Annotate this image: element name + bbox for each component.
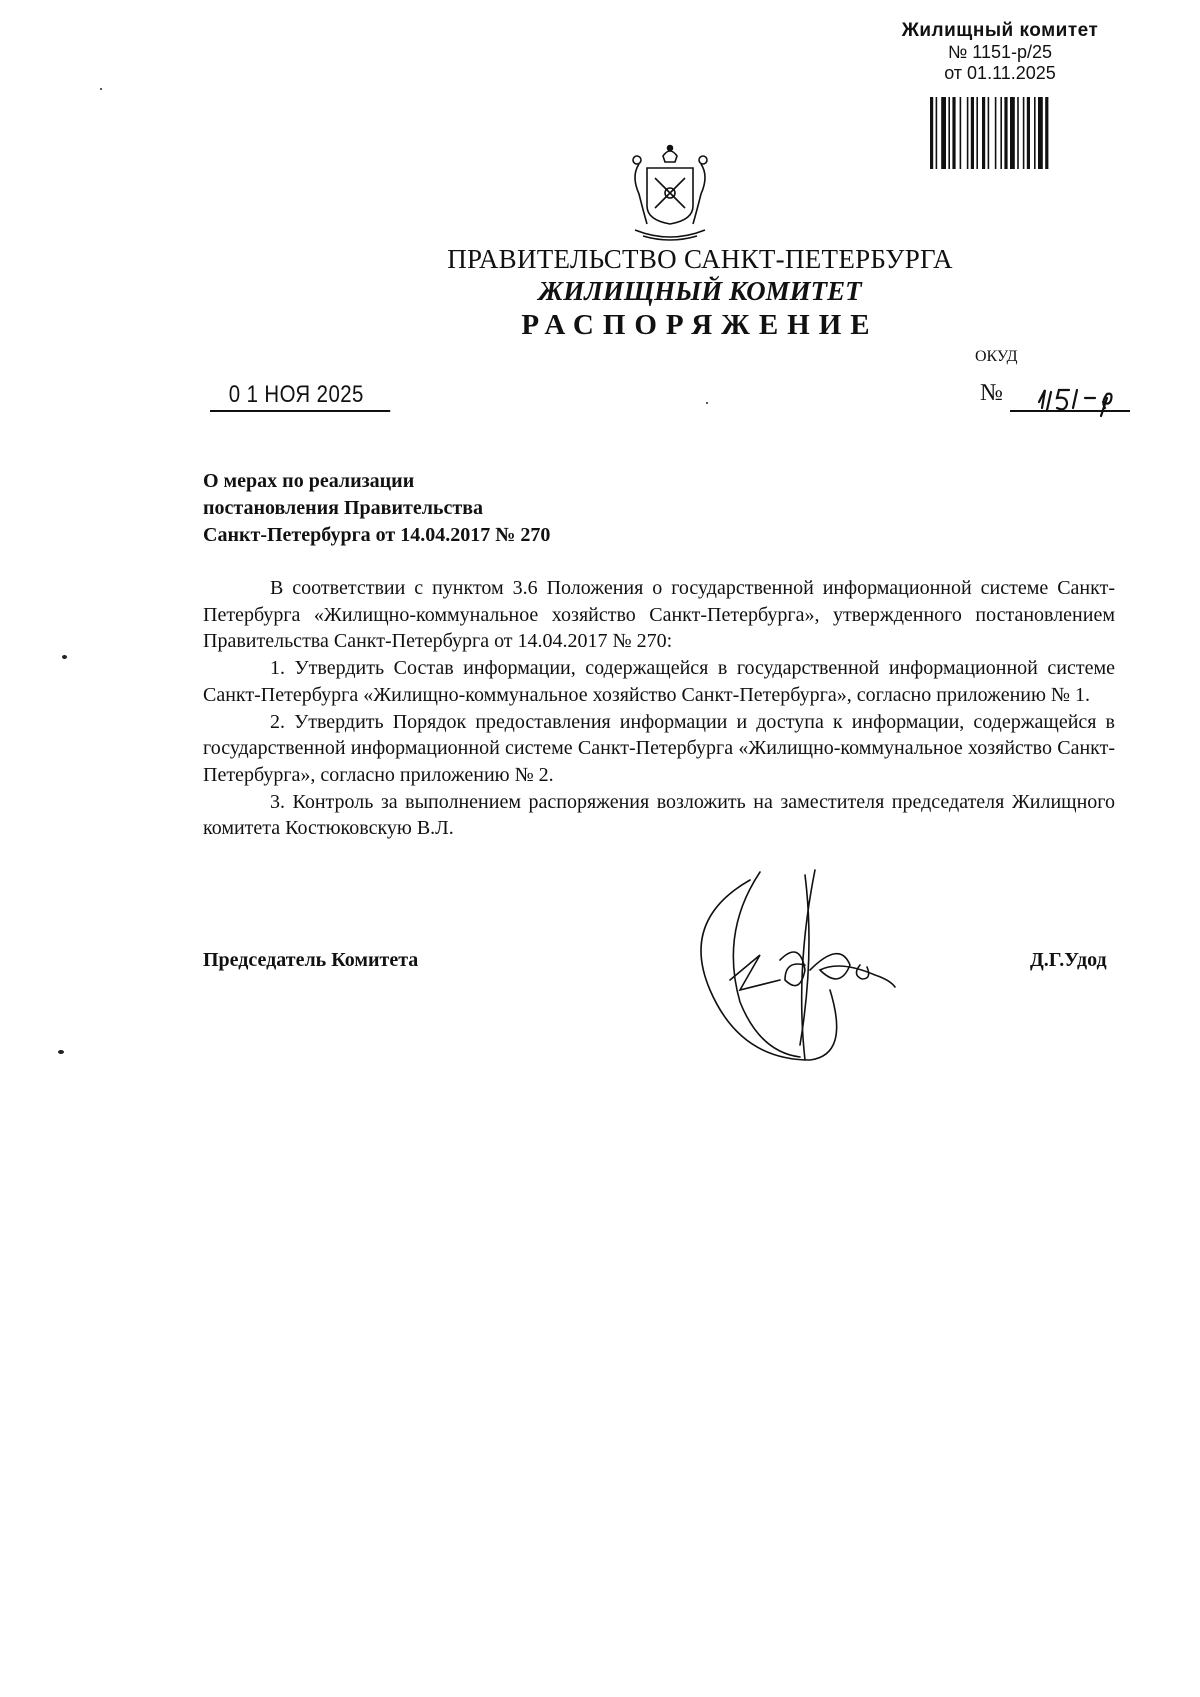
- number-sign: №: [980, 380, 1003, 406]
- spb-coat-of-arms-icon: [625, 142, 715, 242]
- document-subject: [203, 468, 550, 549]
- signer-title: Председатель Комитета: [203, 949, 419, 971]
- stamp-organization: Жилищный комитет: [901, 20, 1099, 41]
- signer-name: Д.Г.Удод: [1030, 949, 1107, 971]
- subject-line: О мерах по реализации: [203, 470, 415, 492]
- subject-line: Санкт-Петербурга от 14.04.2017 № 270: [203, 524, 551, 546]
- order-item-3: 3. Контроль за выполнением распоряжения возложить на заместителя председателя Жилищного комитета Костюковскую В.Л.: [203, 790, 1115, 840]
- subject-line: постановления Правительства: [203, 497, 483, 519]
- okud-label: ОКУД: [975, 348, 1018, 365]
- scan-speck: [58, 1050, 64, 1054]
- handwritten-number: [1035, 378, 1145, 418]
- handwritten-signature: [690, 860, 920, 1070]
- scan-speck: [62, 655, 67, 659]
- stamp-number: № 1151-р/25: [947, 42, 1053, 62]
- order-item-1: 1. Утвердить Состав информации, содержащейся в государственной информационной системе Санкт-Петербурга «Жилищно-коммунальное хозяйство Санкт-Петербурга», согласно приложению № 1.: [203, 657, 1115, 706]
- document-body: [203, 575, 1115, 842]
- scan-speck: [100, 88, 102, 90]
- preamble-paragraph: В соответствии с пунктом 3.6 Положения о государственной информационной системе Санкт-Петербурга «Жилищно-коммунальное хозяйство Санкт-Петербурга», утвержденного постановлением Правительства Санкт-Петербурга от 14.04.2017 № 270:: [203, 577, 1115, 653]
- document-type: РАСПОРЯЖЕНИЕ: [521, 309, 879, 341]
- stamp-date: от 01.11.2025: [944, 63, 1056, 83]
- committee-title: ЖИЛИЩНЫЙ КОМИТЕТ: [538, 276, 862, 306]
- government-title: ПРАВИТЕЛЬСТВО САНКТ-ПЕТЕРБУРГА: [447, 244, 953, 274]
- document-date: 0 1 НОЯ 2025: [210, 380, 390, 412]
- barcode-icon: [930, 97, 1080, 169]
- registration-stamp: [890, 20, 1110, 84]
- scan-speck: [706, 402, 708, 404]
- order-item-2: 2. Утвердить Порядок предоставления информации и доступа к информации, содержащейся в государственной информационной системе Санкт-Петербурга «Жилищно-коммунальное хозяйство Санкт-Петербурга», согласно приложению № 2.: [203, 710, 1115, 786]
